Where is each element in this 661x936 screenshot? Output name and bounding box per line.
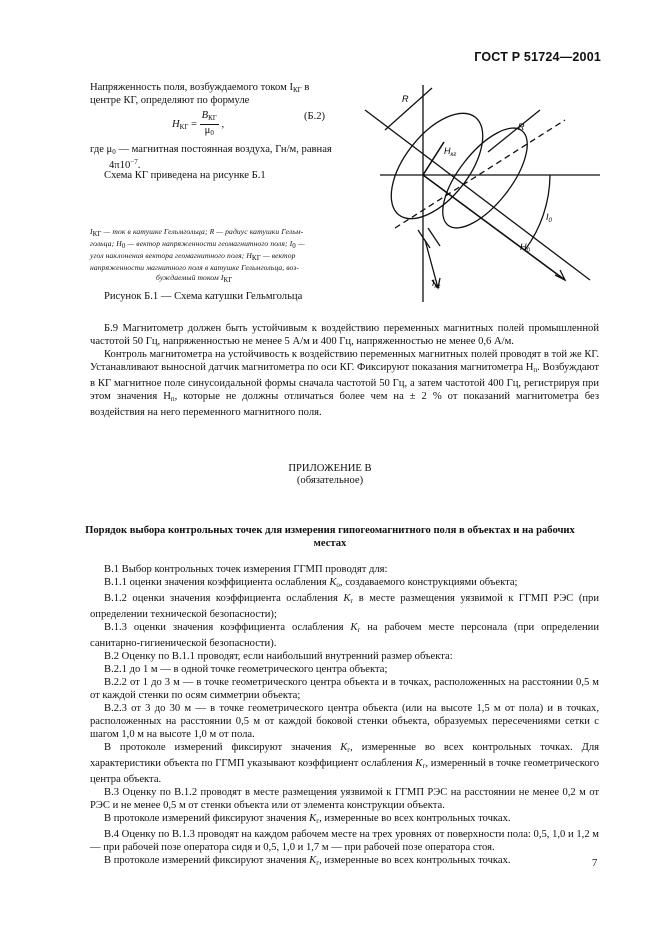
h0-vector (423, 175, 565, 280)
intro-line-2: центре КГ, определяют по формуле (90, 95, 250, 106)
standard-header: ГОСТ Р 51724—2001 (474, 50, 601, 64)
paragraph-v2-3: В.2.3 от 3 до 30 м — в точке геометрического центра объекта (или на высоте 1,5 м от пола) и в точках, расположенных на расстоянии 0,5 м от каждой боковой стенки объекта, образуемых пересечениями сетки с шагом 1,0 м на высоте 1,0 м от пола. (90, 703, 599, 740)
appendix-subtitle: (обязательное) (296, 475, 364, 486)
lead-1 (418, 230, 430, 248)
paragraph-v1: В.1 Выбор контрольных точек измерения ГГМП проводят для: (104, 564, 388, 575)
label-h0: $H_0$ (520, 242, 530, 254)
where-line-1: где $\mu_0$ — магнитная постоянная воздуха, Гн/м, равная (90, 144, 332, 156)
figure-legend (90, 227, 340, 285)
formula-number: (Б.2) (304, 111, 326, 122)
paragraph-v2-2: В.2.2 от 1 до 3 м — в точке геометрического центра объекта и в точках, расположенных на расстоянии 0,5 м от каждой стенки по осям симметрии объекта; (90, 677, 599, 701)
appendix-heading-line-2: местах (313, 538, 347, 549)
appendix-title: ПРИЛОЖЕНИЕ В (288, 463, 372, 474)
hkg-vector (423, 142, 444, 175)
paragraph-v4: В.4 Оценку по В.1.3 проводят на каждом рабочем месте на трех уровнях от поверхности пола: 0,5, 1,0 и 1,2 м — при рабочей позе оператора сидя и 0,5, 1,0 и 1,7 м — при рабочей позе оператора стоя. (90, 829, 599, 853)
radius-dimension-1 (385, 88, 432, 130)
paragraph-v1-3: В.1.3 оценки значения коэффициента ослабления $K_г$ на рабочем месте персонала (при определении санитарно-гигиенической безопасности). (90, 622, 599, 649)
paragraph-protocol-3: В протоколе измерений фиксируют значения $K_г$, измеренные во всех контрольных точках. (104, 855, 511, 867)
legend-line-3: угол наклонения вектора геомагнитного поля; $H_{КГ}$ — вектор (90, 251, 296, 262)
paragraph-b9: Б.9 Магнитометр должен быть устойчивым к воздействию переменных магнитных полей промышленной частотой 50 Гц, напряженностью не менее 5 А/м и 400 Гц, напряженностью не менее 0,6 А/м. (90, 323, 599, 347)
coil-axis (365, 110, 590, 280)
paragraph-v2-1: В.2.1 до 1 м — в одной точке геометрического центра объекта; (104, 664, 388, 675)
formula-fraction: $\frac{B_{КГ}}{\mu_0}$ (201, 110, 217, 137)
label-hkg: $H_{кг}$ (444, 146, 457, 158)
paragraph-v3: В.3 Оценку по В.1.2 проводят в месте размещения уязвимой к ГГМП РЭС на расстоянии не менее 0,2 м от РЭС и не менее 0,5 м от стенки объекта или от элемента конструкции объекта. (90, 787, 599, 811)
legend-line-2: гольца; $H_0$ — вектор напряженности геомагнитного поля; $I_0$ — (90, 239, 305, 250)
paragraph-v1-2: В.1.2 оценки значения коэффициента ослабления $K_г$ в месте размещения уязвимой к ГГМП РЭС (при определении технической безопасности); (90, 593, 599, 620)
appendix-heading-line-1: Порядок выбора контрольных точек для измерения гипогеомагнитного поля в объектах и на рабочих (85, 525, 575, 536)
formula-b2: $H_{КГ}$ = $\frac{B_{КГ}}{\mu_0}$ , (172, 110, 225, 137)
label-r-2: R (518, 122, 525, 132)
paragraph-v1-1: В.1.1 оценки значения коэффициента ослабления $K_о$, создаваемого конструкциями объекта; (104, 577, 518, 589)
legend-line-5: буждаемый током $I_{КГ}$ (156, 273, 233, 284)
figure-caption: Рисунок Б.1 — Схема катушки Гельмгольца (104, 291, 303, 302)
scheme-reference: Схема КГ приведена на рисунке Б.1 (104, 170, 266, 181)
where-line-2: $4\pi 10^{-7}$. (109, 158, 141, 171)
legend-line-4: напряженности магнитного поля в катушке Гельмгольца, воз- (90, 263, 299, 272)
appendix-body (90, 563, 599, 870)
legend-line-1: $I_{КГ}$ — ток в катушке Гельмгольца; R — радиус катушки Гельм- (90, 227, 304, 238)
label-i0: $I_0$ (546, 212, 552, 224)
label-r-1: R (402, 94, 409, 104)
coil-ring-2 (428, 115, 543, 242)
label-ikg: $I_{кг}$ (432, 278, 441, 290)
helmholtz-coil-diagram (350, 80, 605, 305)
paragraph-protocol-2: В протоколе измерений фиксируют значения $K_г$, измеренные во всех контрольных точках. (104, 813, 511, 825)
page-number: 7 (592, 858, 598, 869)
radius-dimension-2 (488, 110, 540, 152)
coil-ring-1 (374, 97, 501, 234)
paragraph-b9-control: Контроль магнитометра на устойчивость к воздействию переменных магнитных полей проводят в той же КГ. Устанавливают выносной датчик магнитометра по оси КГ. Фиксируют показания магнитометра $H_п$. Возбуждают в КГ магнитное поле синусоидальной формы сначала частотой 50 Гц, а затем частотой 400 Гц, регистрируя при этом значения $H_п$, которые не должны отличаться более чем на ± 2 % от показаний магнитометра без воздействия на него переменного магнитного поля. (90, 349, 600, 418)
lead-2 (428, 228, 440, 246)
paragraph-v2: В.2 Оценку по В.1.1 проводят, если наибольший внутренний размер объекта: (104, 651, 453, 662)
intro-line-1: Напряженность поля, возбуждаемого током $I_{КГ}$ в (90, 82, 310, 94)
paragraph-protocol-1: В протоколе измерений фиксируют значения $K_г$, измеренные во всех контрольных точках. Для характеристики объекта по ГГМП указывают коэффициент ослабления $K_г$, измеренный в точке геометрического центра объекта. (90, 742, 600, 785)
